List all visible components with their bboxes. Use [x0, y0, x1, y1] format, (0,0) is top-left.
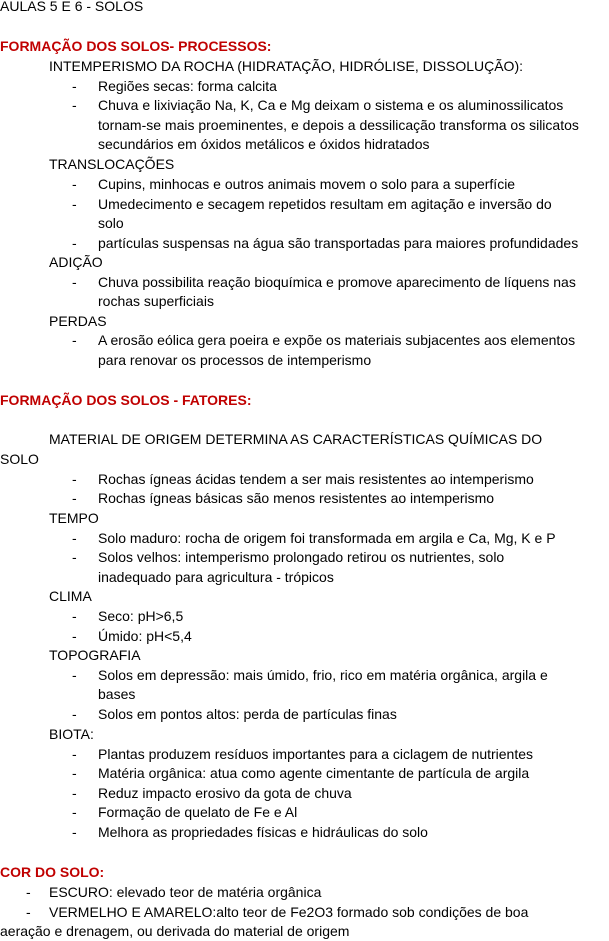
section-heading-fatores: FORMAÇÃO DOS SOLOS - FATORES:: [0, 392, 252, 408]
subheading-biota: BIOTA:: [49, 726, 94, 742]
list-item-continuation: tornam-se mais proeminentes, e depois a dessilicação transforma os silicatos: [98, 117, 579, 133]
list-item-continuation: rochas superficiais: [98, 293, 214, 309]
list-item-continuation: inadequado para agricultura - trópicos: [98, 569, 334, 585]
subheading-tempo: TEMPO: [49, 510, 99, 526]
subheading-material-de-origem: MATERIAL DE ORIGEM DETERMINA AS CARACTERÍSTICAS QUÍMICAS DO: [49, 431, 543, 447]
list-item-continuation: secundários em óxidos metálicos e óxidos hidratados: [98, 136, 430, 152]
list-item-continuation: bases: [98, 686, 136, 702]
section-heading-processos: FORMAÇÃO DOS SOLOS- PROCESSOS:: [0, 38, 272, 54]
section-heading-cor-do-solo: COR DO SOLO:: [0, 864, 105, 880]
subheading-translocacoes: TRANSLOCAÇÕES: [49, 156, 175, 172]
subheading-clima: CLIMA: [49, 588, 92, 604]
list-item-continuation: solo: [98, 215, 124, 231]
subheading-topografia: TOPOGRAFIA: [49, 647, 141, 663]
document-title: AULAS 5 E 6 - SOLOS: [0, 0, 144, 14]
list-item-continuation: aeração e drenagem, ou derivada do material de origem: [0, 923, 350, 939]
subheading-continuation: SOLO: [0, 451, 39, 467]
subheading-adicao: ADIÇÃO: [49, 254, 103, 270]
subheading-intemperismo: INTEMPERISMO DA ROCHA (HIDRATAÇÃO, HIDRÓLISE, DISSOLUÇÃO):: [49, 58, 523, 74]
subheading-perdas: PERDAS: [49, 313, 107, 329]
list-item-continuation: para renovar os processos de intemperismo: [98, 352, 372, 368]
